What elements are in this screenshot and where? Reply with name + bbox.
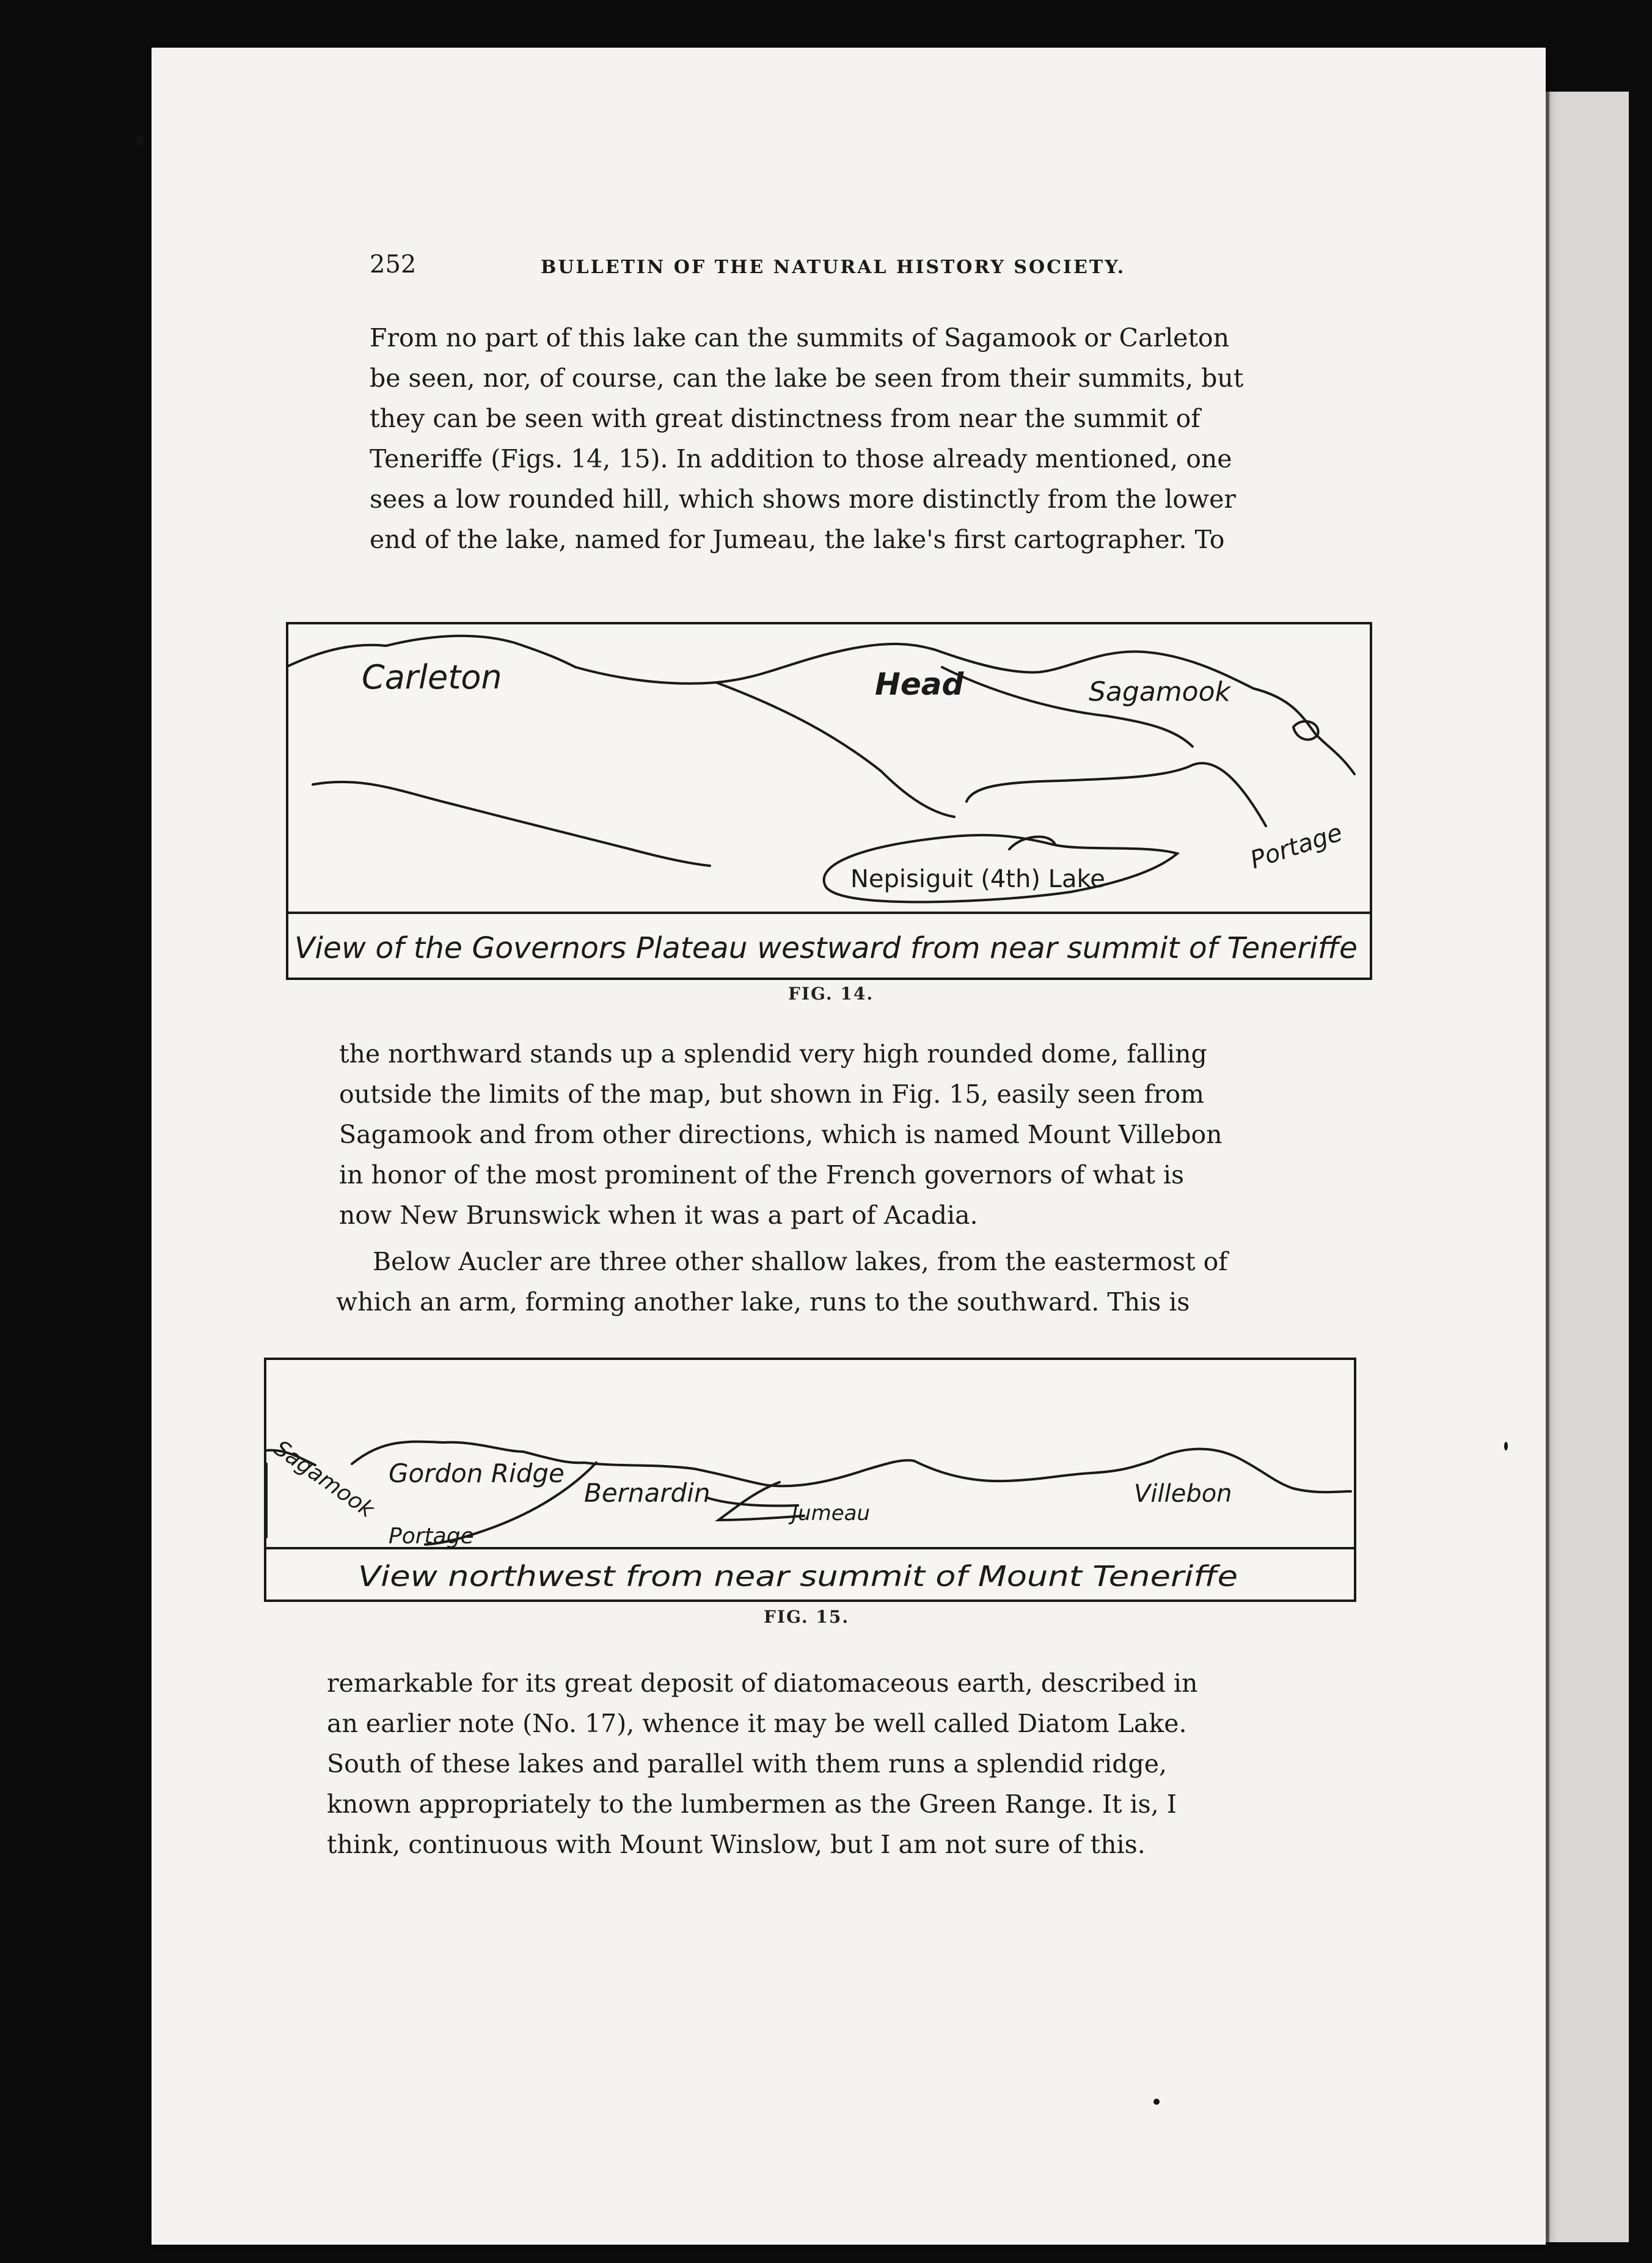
- label-portage: Portage: [389, 1524, 474, 1549]
- text-line: an earlier note (No. 17), whence it may be well called Diatom Lake.: [327, 1709, 1187, 1738]
- text-line: end of the lake, named for Jumeau, the lake's first cartographer. To: [370, 525, 1225, 554]
- facing-page-edge: [1546, 92, 1629, 2242]
- foreground-ridge: [313, 782, 710, 866]
- figure-14-caption-strip: [288, 912, 1370, 978]
- label-jumeau: Jumeau: [792, 1501, 870, 1526]
- text-line: Sagamook and from other directions, which is named Mount Villebon: [339, 1120, 1223, 1149]
- label-sagamook: Sagamook: [269, 1435, 379, 1523]
- text-line: remarkable for its great deposit of diatomaceous earth, described in: [327, 1669, 1198, 1698]
- running-header: [370, 250, 1176, 287]
- label-villebon: Villebon: [1134, 1480, 1232, 1508]
- figure-14-caption: FIG. 14.: [788, 984, 874, 1004]
- label-carleton: Carleton: [362, 658, 502, 696]
- figure-15-caption-svg: [266, 1549, 1354, 1599]
- label-gordon-ridge: Gordon Ridge: [389, 1458, 565, 1488]
- figure-14-sketch: [286, 622, 1372, 980]
- scan-speck: [1153, 2099, 1160, 2105]
- spur-line-2: [967, 763, 1266, 826]
- figure-14-strip-text: View of the Governors Plateau westward from near summit of Teneriffe: [294, 931, 1358, 965]
- paragraph-2: [339, 1034, 1310, 1235]
- sagamook-knob: [1293, 722, 1318, 740]
- spur-line-1: [716, 682, 954, 817]
- figure-15-sketch: [264, 1358, 1356, 1602]
- paragraph-1: [370, 318, 1335, 560]
- label-lake: Nepisiguit (4th) Lake: [850, 865, 1105, 893]
- figure-15-caption: FIG. 15.: [764, 1607, 850, 1627]
- scan-speck: [1504, 1442, 1508, 1450]
- text-line: which an arm, forming another lake, runs to the southward. This is: [336, 1287, 1190, 1317]
- text-line: known appropriately to the lumbermen as the Green Range. It is, I: [327, 1790, 1177, 1819]
- figure-15-strip-text: View northwest from near summit of Mount Teneriffe: [358, 1560, 1238, 1593]
- figure-14-caption-svg: [288, 914, 1370, 978]
- text-line: Teneriffe (Figs. 14, 15). In addition to those already mentioned, one: [370, 444, 1232, 473]
- text-line: think, continuous with Mount Winslow, but I am not sure of this.: [327, 1830, 1146, 1859]
- paragraph-3: [336, 1241, 1307, 1322]
- running-title: BULLETIN OF THE NATURAL HISTORY SOCIETY.: [541, 257, 1126, 278]
- label-portage: Portage: [1246, 818, 1346, 875]
- text-line: Below Aucler are three other shallow lakes, from the eastermost of: [373, 1247, 1228, 1276]
- label-head: Head: [875, 667, 964, 702]
- page-number: 252: [370, 250, 417, 279]
- text-line: sees a low rounded hill, which shows more distinctly from the lower: [370, 484, 1236, 514]
- text-line: the northward stands up a splendid very high rounded dome, falling: [339, 1039, 1207, 1069]
- jumeau-arc: [706, 1497, 798, 1506]
- text-line: outside the limits of the map, but shown in Fig. 15, easily seen from: [339, 1080, 1204, 1109]
- text-line: they can be seen with great distinctness from near the summit of: [370, 404, 1201, 433]
- text-line: From no part of this lake can the summits of Sagamook or Carleton: [370, 323, 1230, 353]
- paragraph-4: [327, 1663, 1292, 1865]
- figure-15-caption-strip: [266, 1547, 1354, 1599]
- sagamook-slope: [1254, 689, 1354, 774]
- text-line: South of these lakes and parallel with them runs a splendid ridge,: [327, 1749, 1168, 1779]
- text-line: be seen, nor, of course, can the lake be seen from their summits, but: [370, 364, 1244, 393]
- text-line: in honor of the most prominent of the French governors of what is: [339, 1160, 1185, 1190]
- text-line: now New Brunswick when it was a part of Acadia.: [339, 1201, 978, 1230]
- scan-speck: [136, 134, 144, 147]
- jumeau-descent: [718, 1482, 804, 1520]
- ridge-continuation: [914, 1449, 1351, 1493]
- label-bernardin: Bernardin: [584, 1478, 711, 1508]
- label-sagamook: Sagamook: [1089, 676, 1230, 707]
